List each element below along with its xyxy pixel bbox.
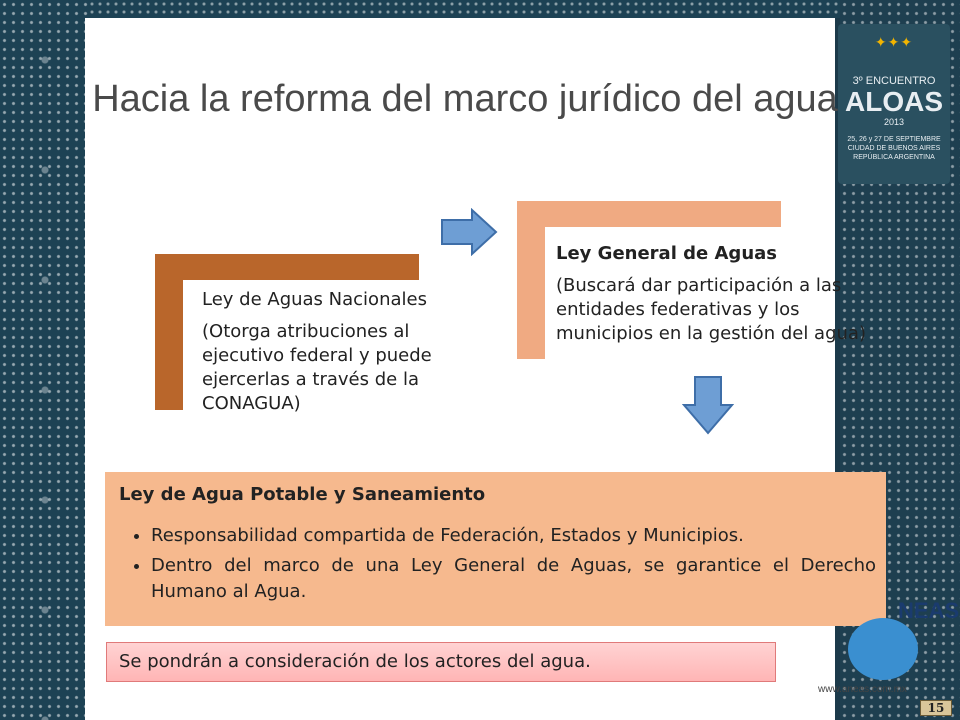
block1-text	[202, 288, 492, 424]
block2-description: (Buscará dar participación a las entidades federativas y los municipios en la gestión del agua)	[556, 275, 866, 344]
consideration-note: Se pondrán a consideración de los actores del agua.	[106, 642, 776, 682]
arrow-down-icon	[682, 375, 734, 435]
arrow-right-icon	[440, 208, 498, 256]
aneas-drop-icon	[848, 618, 918, 680]
orange-box-list	[119, 523, 876, 605]
block2-text	[556, 242, 886, 354]
aloas-logo	[838, 24, 950, 184]
decorative-top-border	[0, 0, 960, 18]
block1-description: (Otorga atribuciones al ejecutivo federal y puede ejercerlas a través de la CONAGUA)	[202, 321, 432, 414]
aloas-name: ALOAS	[845, 86, 943, 117]
list-item: • Responsabilidad compartida de Federación, Estados y Municipios.	[151, 523, 876, 549]
decorative-left-border	[0, 0, 90, 720]
block2-title: Ley General de Aguas	[556, 243, 777, 264]
aloas-year: 2013	[883, 117, 905, 127]
block2-accent-bar	[517, 201, 781, 227]
aloas-figures-icon: ✦✦✦	[874, 34, 914, 50]
slide-title: Hacia la reforma del marco jurídico del agua	[92, 78, 838, 120]
block2-accent-side	[517, 201, 545, 359]
aloas-edition: 3º ENCUENTRO	[852, 75, 936, 87]
block1-accent-side	[155, 254, 183, 410]
aloas-details: 25, 26 y 27 DE SEPTIEMBRE CIUDAD DE BUENOS AIRES REPÚBLICA ARGENTINA	[847, 136, 941, 161]
block1-accent-bar	[155, 254, 419, 280]
ley-agua-potable-box	[105, 472, 886, 626]
aneas-url: www.aneas.com.mx	[818, 684, 907, 695]
orange-box-heading: Ley de Agua Potable y Saneamiento	[119, 484, 486, 505]
page-number: 15	[920, 700, 952, 716]
block1-title: Ley de Aguas Nacionales	[202, 289, 427, 310]
list-item: • Dentro del marco de una Ley General de Aguas, se garantice el Derecho Humano al Agua.	[151, 553, 876, 605]
aneas-logo-text: NEAS	[898, 598, 960, 623]
